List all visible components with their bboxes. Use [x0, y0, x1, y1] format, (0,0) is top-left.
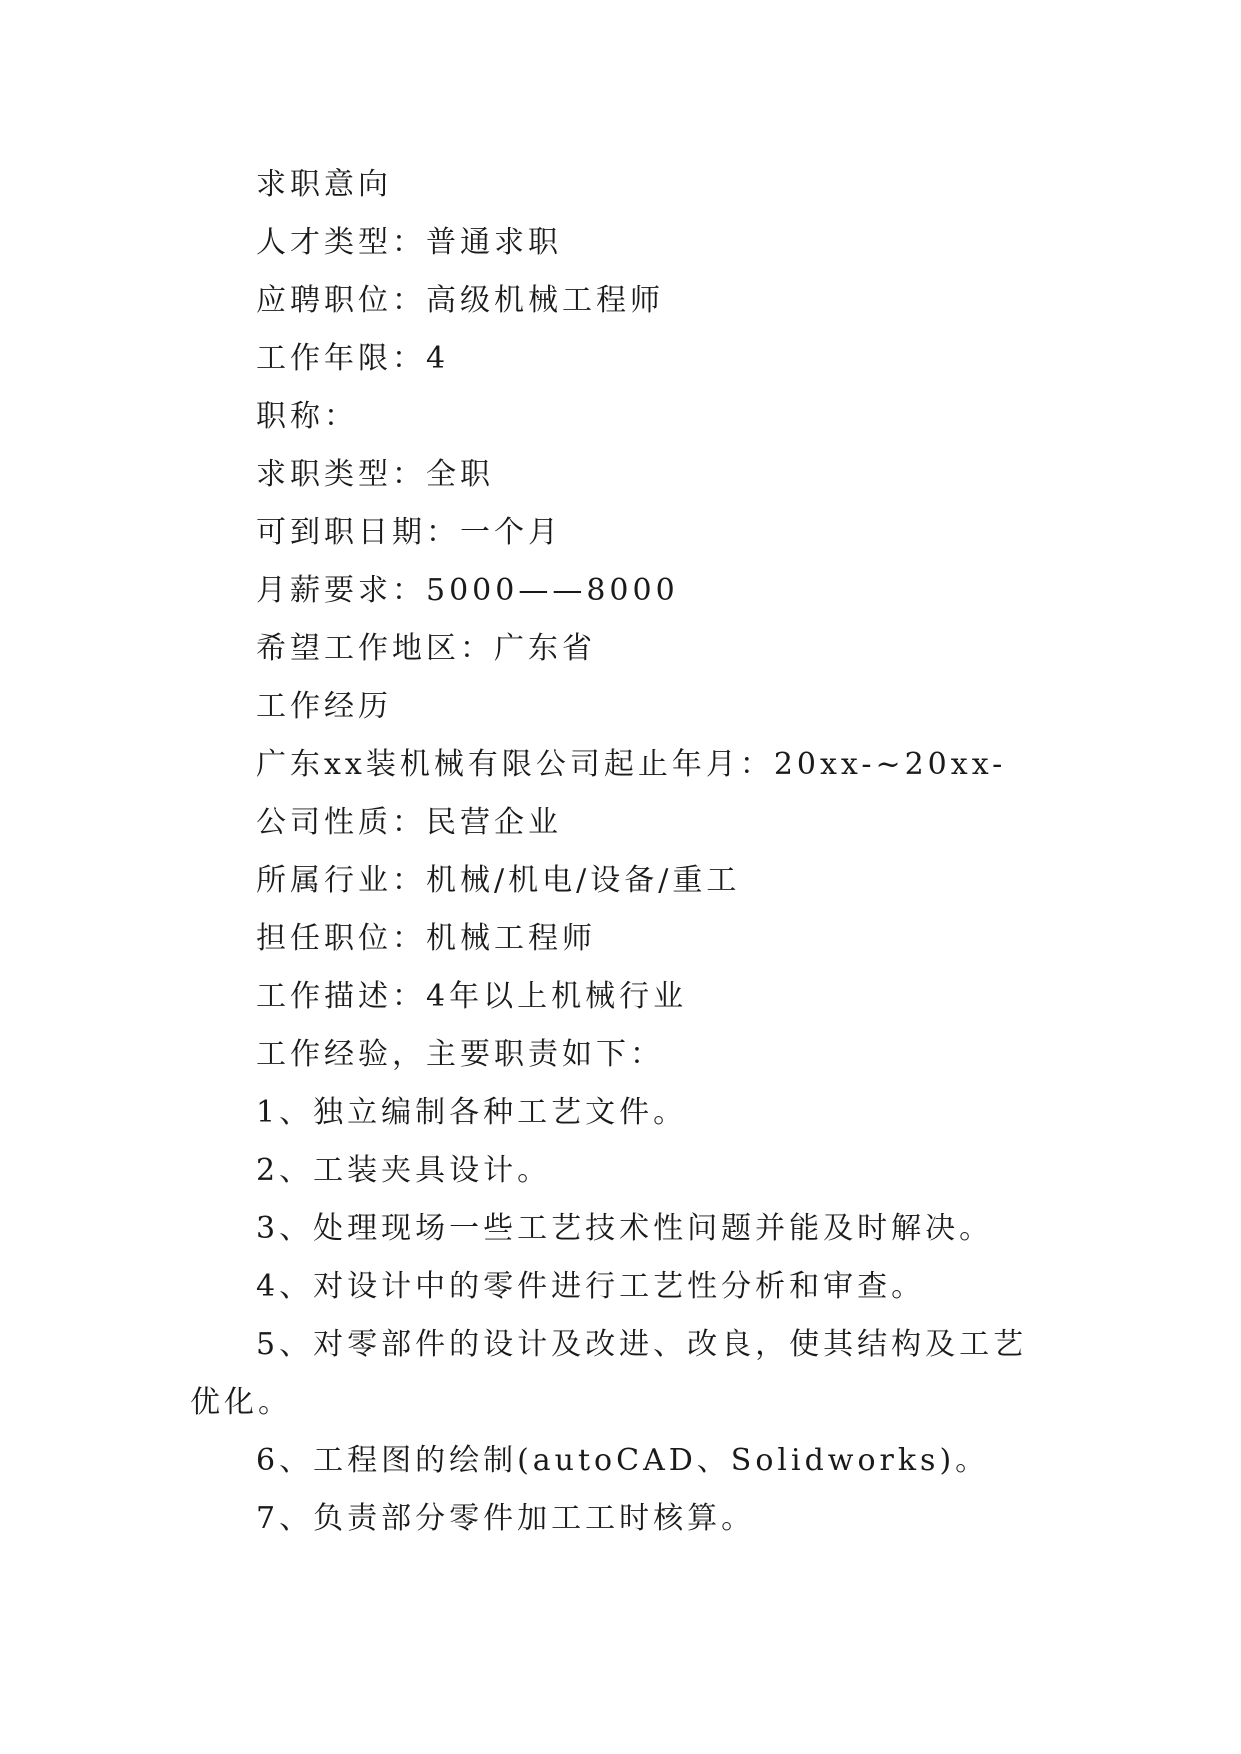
text-line: 应聘职位：高级机械工程师: [256, 283, 664, 318]
list-item: 1、独立编制各种工艺文件。: [256, 1095, 688, 1130]
text-line: 职称：: [256, 399, 358, 434]
section-heading-work-experience: 工作经历: [256, 689, 392, 724]
list-item: 7、负责部分零件加工工时核算。: [256, 1501, 756, 1536]
list-item: 5、对零部件的设计及改进、改良，使其结构及工艺优化。: [190, 1327, 1028, 1420]
list-item: 6、工程图的绘制(autoCAD、Solidworks)。: [256, 1443, 990, 1478]
list-item: 4、对设计中的零件进行工艺性分析和审查。: [256, 1269, 926, 1304]
text-line: 公司性质：民营企业: [256, 805, 562, 840]
text-line: 工作经验，主要职责如下：: [256, 1037, 664, 1072]
text-line: 担任职位：机械工程师: [256, 921, 596, 956]
list-item: 3、处理现场一些工艺技术性问题并能及时解决。: [256, 1211, 994, 1246]
text-line: 人才类型：普通求职: [256, 225, 562, 260]
text-line: 求职类型：全职: [256, 457, 494, 492]
section-heading-job-intention: 求职意向: [256, 167, 392, 202]
text-line: 希望工作地区：广东省: [256, 631, 596, 666]
document-body: [190, 156, 1060, 1548]
text-line: 工作年限：4: [256, 341, 450, 376]
text-line: 工作描述：4年以上机械行业: [256, 979, 688, 1014]
text-line: 月薪要求：5000——8000: [256, 573, 679, 608]
text-line: 可到职日期：一个月: [256, 515, 562, 550]
text-line: 所属行业：机械/机电/设备/重工: [256, 863, 741, 898]
text-line: 广东xx装机械有限公司起止年月：20xx-~20xx-: [256, 747, 1007, 782]
list-item: 2、工装夹具设计。: [256, 1153, 552, 1188]
